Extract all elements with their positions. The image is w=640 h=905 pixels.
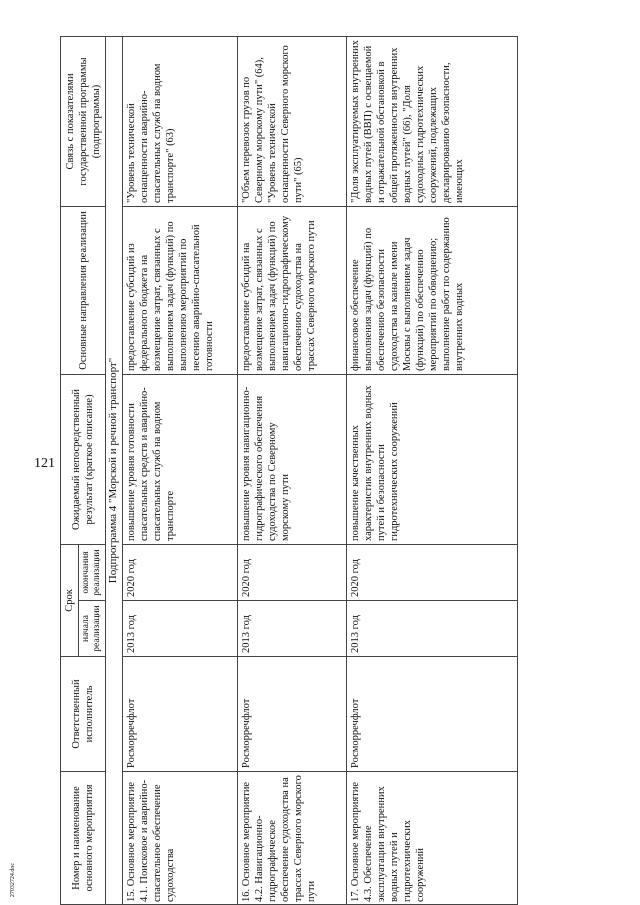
measure-name: Основное мероприятие 4.3. Обеспечение эксплуатации внутренних водных путей и гидротехнических сооружений	[350, 781, 426, 902]
rotated-page-content	[60, 37, 620, 905]
cell-link: "Уровень технической оснащенности аварийно-спасательных служб на водном транспорте" (63)	[123, 36, 238, 206]
cell-number-name	[238, 772, 347, 905]
cell-number-name	[347, 772, 518, 905]
document-code-text: 27032724.doc	[10, 862, 16, 898]
cell-directions: предоставление субсидий на возмещение затрат, связанных с выполнением задач (функций) по навигационно-гидрографическому обеспечению судоходства на трассах Северного морского пути	[238, 206, 347, 374]
header-directions: Основные направления реализации	[61, 206, 106, 374]
cell-number-name	[123, 772, 238, 905]
header-number-name: Номер и наименование основного мероприятия	[61, 772, 106, 905]
cell-link: "Объем перевозок грузов по Северному морскому пути" (64), "Уровень технической оснащенности Северного морского пути" (65)	[238, 36, 347, 206]
cell-result: повышение качественных характеристик внутренних водных путей и безопасности гидротехнических сооружений	[347, 374, 518, 544]
row-number: 16.	[241, 888, 252, 902]
measure-name: Основное мероприятие 4.2. Навигационно-гидрографическое обеспечение судоходства на трассах Северного морского пути	[241, 775, 317, 902]
subprogram-title: Подпрограмма 4 "Морской и речной транспорт"	[106, 36, 123, 904]
cell-end: 2020 год	[347, 544, 518, 600]
cell-start: 2013 год	[123, 601, 238, 657]
table-row	[123, 36, 238, 904]
cell-directions: предоставление субсидий из федерального бюджета на возмещение затрат, связанных с выполнением задач (функций) по выполнению мероприятий по несению аварийно-спасательной готовности	[123, 206, 238, 374]
header-link: Связь с показателями государственной программы (подпрограммы)	[61, 36, 106, 206]
cell-responsible: Росморречфлот	[347, 657, 518, 772]
cell-end: 2020 год	[238, 544, 347, 600]
cell-start: 2013 год	[347, 601, 518, 657]
cell-link: "Доля эксплуатируемых внутренних водных путей (ВВП) с освещаемой и отражательной обстановкой в общей протяженности внутренних водных путей" (66), "Доля судоходных гидротехнических сооружений, подлежащих декларированию безопасности, имеющих	[347, 36, 518, 206]
cell-result: повышение уровня навигационно-гидрографического обеспечения судоходства по Северному морскому пути	[238, 374, 347, 544]
table-row	[347, 36, 518, 904]
cell-responsible: Росморречфлот	[123, 657, 238, 772]
page-number: 121	[34, 456, 55, 471]
cell-start: 2013 год	[238, 601, 347, 657]
header-term-start: начала реализации	[79, 601, 106, 657]
cell-result: повышение уровня готовности спасательных средств и аварийно-спасательных служб на водном транспорте	[123, 374, 238, 544]
cell-end: 2020 год	[123, 544, 238, 600]
row-number: 15.	[126, 888, 137, 902]
row-number: 17.	[350, 888, 361, 902]
header-term-end: окончания реализации	[79, 544, 106, 600]
cell-directions: финансовое обеспечение выполнения задач (функций) по обеспечению безопасности судоходства на канале имени Москвы с выполнением задач (функций) по обеспечению мероприятий по обводнению; выполнение работ по содержанию внутренних водных	[347, 206, 518, 374]
header-term: Срок	[61, 544, 79, 656]
document-code	[0, 862, 26, 898]
measure-name: Основное мероприятие 4.1. Поисковое и аварийно-спасательное обеспечение судоходства	[126, 779, 176, 902]
header-responsible: Ответственный исполнитель	[61, 657, 106, 772]
measures-table	[60, 36, 518, 905]
table-row	[238, 36, 347, 904]
header-result: Ожидаемый непосредственный результат (краткое описание)	[61, 374, 106, 544]
cell-responsible: Росморречфлот	[238, 657, 347, 772]
